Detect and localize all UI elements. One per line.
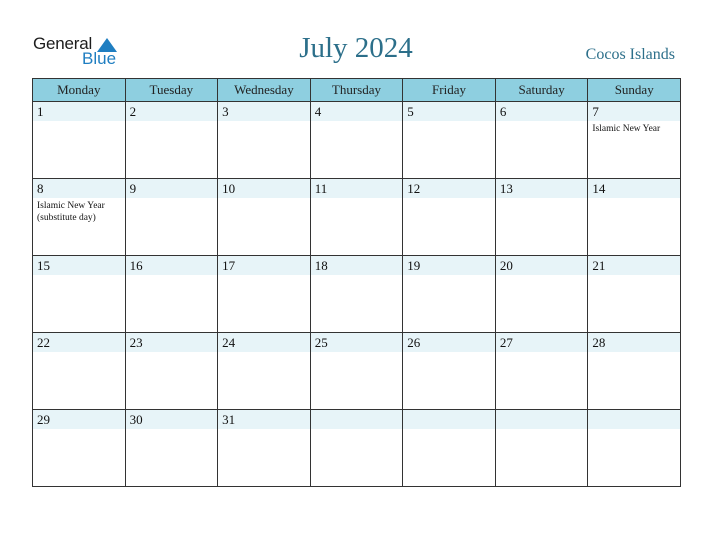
week-row xyxy=(33,333,681,410)
day-cell xyxy=(403,410,496,487)
day-number: 23 xyxy=(126,333,218,352)
day-number: 27 xyxy=(496,333,588,352)
holiday-label: Islamic New Year xyxy=(592,124,661,134)
holiday-label xyxy=(33,352,125,354)
holiday-label xyxy=(311,352,403,354)
holiday-label xyxy=(496,121,588,123)
day-number: 14 xyxy=(588,179,680,198)
day-number: 17 xyxy=(218,256,310,275)
holiday-label xyxy=(218,275,310,277)
holiday-label xyxy=(311,198,403,200)
day-cell xyxy=(588,410,681,487)
day-number xyxy=(311,410,403,429)
holiday-label: Islamic New Year (substitute day) xyxy=(37,201,105,223)
logo-word-blue: Blue xyxy=(82,49,117,68)
day-cell xyxy=(33,333,126,410)
day-cell xyxy=(495,179,588,256)
day-number: 24 xyxy=(218,333,310,352)
day-cell xyxy=(495,256,588,333)
day-number: 3 xyxy=(218,102,310,121)
day-number: 9 xyxy=(126,179,218,198)
week-row xyxy=(33,102,681,179)
day-cell xyxy=(125,256,218,333)
day-number: 1 xyxy=(33,102,125,121)
day-number xyxy=(588,410,680,429)
week-row xyxy=(33,410,681,487)
holiday-label xyxy=(403,275,495,277)
weekday-header: Monday xyxy=(33,79,126,102)
holiday-label xyxy=(588,198,680,200)
holiday-label xyxy=(588,352,680,354)
holiday-label xyxy=(126,121,218,123)
holiday-label xyxy=(33,429,125,431)
day-cell xyxy=(33,256,126,333)
weekday-header-row xyxy=(33,79,681,102)
day-number: 6 xyxy=(496,102,588,121)
day-cell xyxy=(310,102,403,179)
day-number: 20 xyxy=(496,256,588,275)
day-cell xyxy=(33,410,126,487)
holiday-label xyxy=(33,275,125,277)
day-number: 10 xyxy=(218,179,310,198)
weekday-header: Sunday xyxy=(588,79,681,102)
weekday-header: Tuesday xyxy=(125,79,218,102)
holiday-label xyxy=(126,429,218,431)
day-number: 29 xyxy=(33,410,125,429)
day-number: 15 xyxy=(33,256,125,275)
day-cell xyxy=(588,256,681,333)
day-cell xyxy=(125,410,218,487)
day-cell xyxy=(403,102,496,179)
logo-word-general: General xyxy=(33,34,93,53)
holiday-label xyxy=(218,429,310,431)
holiday-label xyxy=(403,352,495,354)
holiday-label xyxy=(403,121,495,123)
day-number: 25 xyxy=(311,333,403,352)
country-name: Cocos Islands xyxy=(585,46,675,63)
day-number: 7 xyxy=(588,102,680,121)
day-number: 26 xyxy=(403,333,495,352)
day-number: 28 xyxy=(588,333,680,352)
day-cell xyxy=(125,333,218,410)
holiday-label xyxy=(403,198,495,200)
day-number xyxy=(403,410,495,429)
calendar-title: July 2024 xyxy=(299,32,413,64)
day-cell xyxy=(588,179,681,256)
day-cell xyxy=(588,333,681,410)
holiday-label xyxy=(126,352,218,354)
day-cell xyxy=(310,410,403,487)
day-cell xyxy=(310,256,403,333)
holiday-label xyxy=(311,429,403,431)
day-cell xyxy=(218,102,311,179)
day-cell xyxy=(33,102,126,179)
weekday-header: Thursday xyxy=(310,79,403,102)
holiday-label xyxy=(496,198,588,200)
day-number: 5 xyxy=(403,102,495,121)
day-cell xyxy=(310,179,403,256)
day-cell xyxy=(403,256,496,333)
day-number: 11 xyxy=(311,179,403,198)
day-number: 16 xyxy=(126,256,218,275)
day-number: 22 xyxy=(33,333,125,352)
day-number: 4 xyxy=(311,102,403,121)
day-cell xyxy=(33,179,126,256)
holiday-label xyxy=(218,121,310,123)
day-cell xyxy=(495,410,588,487)
day-cell xyxy=(218,333,311,410)
day-number: 31 xyxy=(218,410,310,429)
holiday-label xyxy=(588,275,680,277)
day-number: 30 xyxy=(126,410,218,429)
day-number: 19 xyxy=(403,256,495,275)
day-number: 12 xyxy=(403,179,495,198)
day-cell xyxy=(588,102,681,179)
day-cell xyxy=(403,179,496,256)
holiday-label xyxy=(126,275,218,277)
holiday-label xyxy=(496,352,588,354)
day-number xyxy=(496,410,588,429)
day-cell xyxy=(125,179,218,256)
holiday-label xyxy=(311,275,403,277)
weekday-header: Saturday xyxy=(495,79,588,102)
day-cell xyxy=(495,102,588,179)
day-number: 2 xyxy=(126,102,218,121)
day-cell xyxy=(218,256,311,333)
holiday-label xyxy=(218,198,310,200)
holiday-label xyxy=(218,352,310,354)
holiday-label xyxy=(311,121,403,123)
holiday-label xyxy=(33,121,125,123)
day-cell xyxy=(403,333,496,410)
day-cell xyxy=(310,333,403,410)
day-cell xyxy=(495,333,588,410)
holiday-label xyxy=(496,429,588,431)
day-number: 8 xyxy=(33,179,125,198)
day-cell xyxy=(218,179,311,256)
weekday-header: Friday xyxy=(403,79,496,102)
holiday-label xyxy=(496,275,588,277)
week-row xyxy=(33,256,681,333)
weekday-header: Wednesday xyxy=(218,79,311,102)
day-number: 21 xyxy=(588,256,680,275)
week-row xyxy=(33,179,681,256)
holiday-label xyxy=(588,429,680,431)
holiday-label xyxy=(403,429,495,431)
day-cell xyxy=(218,410,311,487)
day-number: 18 xyxy=(311,256,403,275)
day-cell xyxy=(125,102,218,179)
calendar-grid xyxy=(32,78,681,487)
holiday-label xyxy=(126,198,218,200)
day-number: 13 xyxy=(496,179,588,198)
